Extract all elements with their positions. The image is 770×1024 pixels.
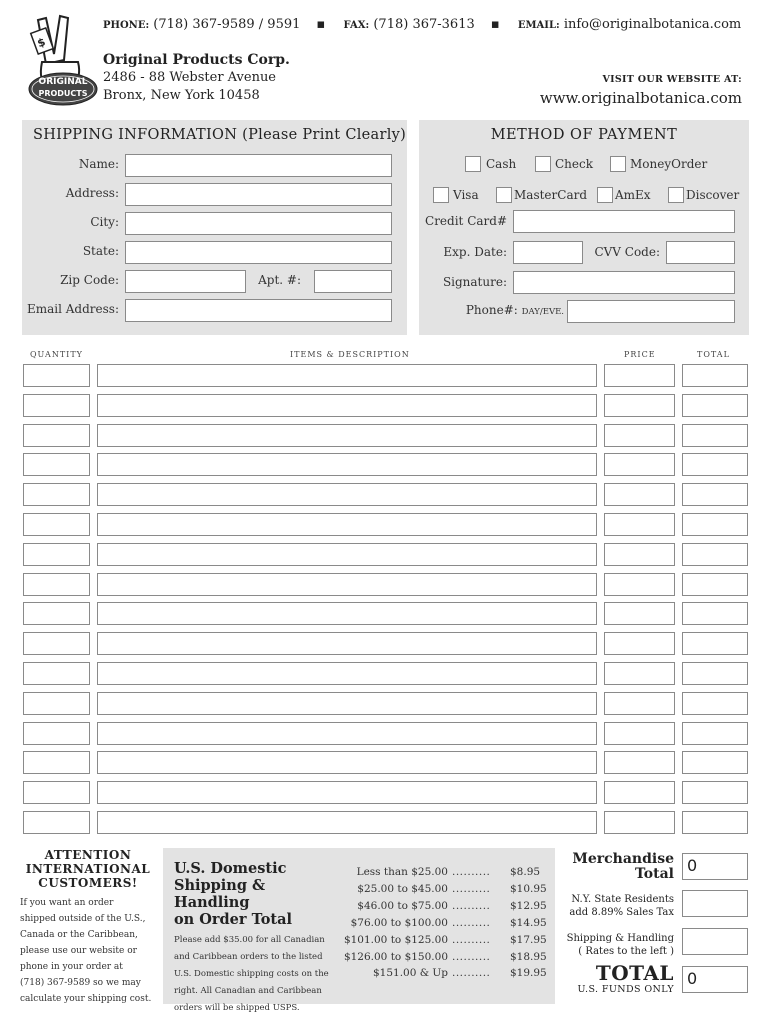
- phone-hint: DAY/EVE.: [521, 307, 564, 317]
- zip-label: Zip Code:: [60, 273, 119, 287]
- description-cell[interactable]: [97, 543, 597, 566]
- rate-dots: ..........: [452, 882, 491, 895]
- visit-label: VISIT OUR WEBSITE AT:: [602, 74, 742, 85]
- cash-label: Cash: [486, 157, 517, 171]
- total-cell[interactable]: [682, 364, 748, 387]
- domestic-title: Shipping & Handling: [174, 877, 266, 911]
- description-cell[interactable]: [97, 602, 597, 625]
- email-field[interactable]: [125, 299, 392, 322]
- exp-date-label: Exp. Date:: [443, 245, 507, 259]
- price-cell[interactable]: [604, 692, 675, 715]
- domestic-note: and Caribbean orders to the listed: [174, 952, 323, 962]
- money-order-checkbox[interactable]: [610, 156, 626, 172]
- phone-value: (718) 367-9589 / 9591: [153, 17, 301, 32]
- description-cell[interactable]: [97, 453, 597, 476]
- rate-row: [340, 883, 550, 899]
- price-cell[interactable]: [604, 662, 675, 685]
- price-cell[interactable]: [604, 394, 675, 417]
- price-cell[interactable]: [604, 543, 675, 566]
- domestic-note: right. All Canadian and Caribbean: [174, 986, 322, 996]
- description-cell[interactable]: [97, 781, 597, 804]
- quantity-cell[interactable]: [23, 751, 90, 774]
- rate-range: $46.00 to $75.00: [357, 899, 448, 912]
- rate-dots: ..........: [452, 933, 491, 946]
- rate-dots: ..........: [452, 967, 491, 980]
- quantity-cell[interactable]: [23, 513, 90, 536]
- company-name: Original Products Corp.: [103, 52, 290, 68]
- phone-label: PHONE:: [103, 20, 150, 31]
- price-cell[interactable]: [604, 424, 675, 447]
- zip-field[interactable]: [125, 270, 246, 293]
- quantity-cell[interactable]: [23, 453, 90, 476]
- rate-row: [340, 900, 550, 916]
- svg-text:$: $: [35, 35, 48, 51]
- col-price-header: PRICE: [624, 350, 656, 359]
- signature-field[interactable]: [513, 271, 735, 294]
- city-label: City:: [90, 215, 119, 229]
- description-cell[interactable]: [97, 424, 597, 447]
- description-cell[interactable]: [97, 811, 597, 834]
- intl-body: Canada or the Caribbean,: [20, 930, 138, 940]
- price-cell[interactable]: [604, 602, 675, 625]
- rate-price: $18.95: [510, 950, 547, 963]
- email-label: Email Address:: [26, 302, 119, 316]
- rate-row: [340, 866, 550, 882]
- rate-price: $10.95: [510, 882, 547, 895]
- price-cell[interactable]: [604, 483, 675, 506]
- quantity-cell[interactable]: [23, 573, 90, 596]
- quantity-cell[interactable]: [23, 394, 90, 417]
- domestic-note: U.S. Domestic shipping costs on the: [174, 969, 329, 979]
- total-cell[interactable]: [682, 662, 748, 685]
- intl-body: phone in your order at: [20, 962, 123, 972]
- price-cell[interactable]: [604, 513, 675, 536]
- quantity-cell[interactable]: [23, 364, 90, 387]
- amex-checkbox[interactable]: [597, 187, 613, 203]
- check-checkbox[interactable]: [535, 156, 551, 172]
- description-cell[interactable]: [97, 483, 597, 506]
- card-number-label: Credit Card#: [425, 214, 507, 228]
- quantity-cell[interactable]: [23, 722, 90, 745]
- price-cell[interactable]: [604, 364, 675, 387]
- description-cell[interactable]: [97, 722, 597, 745]
- company-address-1: 2486 - 88 Webster Avenue: [103, 70, 277, 85]
- card-number-field[interactable]: [513, 210, 735, 233]
- contact-bar: [103, 17, 753, 32]
- state-label: State:: [82, 244, 119, 258]
- separator-dot: ▪: [316, 17, 326, 32]
- price-cell[interactable]: [604, 781, 675, 804]
- visa-label: Visa: [453, 188, 479, 202]
- sales-tax-label: [569, 893, 674, 919]
- rate-price: $17.95: [510, 933, 547, 946]
- total-cell[interactable]: [682, 722, 748, 745]
- email-label: EMAIL:: [517, 20, 560, 31]
- price-cell[interactable]: [604, 722, 675, 745]
- separator-dot: ▪: [490, 17, 500, 32]
- total-cell[interactable]: [682, 483, 748, 506]
- shipping-handling-label: [567, 932, 674, 958]
- col-items-header: ITEMS & DESCRIPTION: [290, 350, 410, 359]
- quantity-cell[interactable]: [23, 781, 90, 804]
- rate-row: [340, 951, 550, 967]
- rate-dots: ..........: [452, 916, 491, 929]
- total-cell[interactable]: [682, 394, 748, 417]
- intl-body: (718) 367-9589 so we may: [20, 978, 141, 988]
- phone-label-text: Phone#:: [465, 303, 518, 317]
- visa-checkbox[interactable]: [433, 187, 449, 203]
- merch-total-label: [572, 852, 674, 882]
- intl-title: ATTENTION: [44, 848, 132, 862]
- total-cell[interactable]: [682, 602, 748, 625]
- rate-price: $8.95: [510, 866, 541, 878]
- tax-label-line: N.Y. State Residents: [571, 894, 674, 905]
- total-cell[interactable]: [682, 751, 748, 774]
- address-label: Address:: [65, 186, 119, 200]
- cvv-label: CVV Code:: [594, 245, 660, 259]
- name-field[interactable]: [125, 154, 392, 177]
- rate-row: [340, 917, 550, 933]
- total-cell[interactable]: [682, 424, 748, 447]
- website-link[interactable]: www.originalbotanica.com: [539, 89, 742, 107]
- sales-tax-field[interactable]: [682, 890, 748, 917]
- description-cell[interactable]: [97, 632, 597, 655]
- rate-price: $12.95: [510, 899, 547, 912]
- intl-notice: [20, 848, 156, 1007]
- rate-dots: ..........: [452, 950, 491, 963]
- shipping-title: SHIPPING INFORMATION (Please Print Clearly): [33, 127, 407, 143]
- cvv-field[interactable]: [666, 241, 735, 264]
- grand-total-label: TOTAL: [595, 961, 674, 985]
- description-cell[interactable]: [97, 692, 597, 715]
- intl-body: calculate your shipping cost.: [20, 994, 152, 1004]
- description-cell[interactable]: [97, 364, 597, 387]
- rate-range: $25.00 to $45.00: [357, 882, 448, 895]
- domestic-title: on Order Total: [174, 911, 292, 928]
- rate-range: Less than $25.00: [356, 866, 448, 878]
- exp-date-field[interactable]: [513, 241, 583, 264]
- payment-phone-label: [466, 303, 564, 317]
- price-cell[interactable]: [604, 632, 675, 655]
- total-cell[interactable]: [682, 453, 748, 476]
- discover-label: Discover: [686, 188, 740, 202]
- cash-checkbox[interactable]: [465, 156, 481, 172]
- total-cell[interactable]: [682, 692, 748, 715]
- amex-label: AmEx: [615, 188, 651, 202]
- rate-price: $19.95: [510, 967, 547, 980]
- shipping-label-line: Shipping & Handling: [566, 933, 674, 944]
- total-cell[interactable]: [682, 543, 748, 566]
- mastercard-label: MasterCard: [514, 188, 588, 202]
- quantity-cell[interactable]: [23, 811, 90, 834]
- quantity-cell[interactable]: [23, 543, 90, 566]
- funds-note: U.S. FUNDS ONLY: [577, 984, 674, 995]
- rate-range: $76.00 to $100.00: [350, 916, 448, 929]
- description-cell[interactable]: [97, 662, 597, 685]
- fax-value: (718) 367-3613: [373, 17, 475, 32]
- merch-total-field[interactable]: 0: [682, 853, 748, 880]
- quantity-cell[interactable]: [23, 424, 90, 447]
- description-cell[interactable]: [97, 394, 597, 417]
- rate-dots: ..........: [452, 899, 491, 912]
- domestic-note: orders will be shipped USPS.: [174, 1003, 300, 1013]
- rate-price: $14.95: [510, 916, 547, 929]
- intl-body: If you want an order: [20, 898, 114, 908]
- price-cell[interactable]: [604, 453, 675, 476]
- quantity-cell[interactable]: [23, 602, 90, 625]
- description-cell[interactable]: [97, 513, 597, 536]
- quantity-cell[interactable]: [23, 483, 90, 506]
- company-address-2: Bronx, New York 10458: [103, 88, 260, 103]
- price-cell[interactable]: [604, 811, 675, 834]
- payment-title: METHOD OF PAYMENT: [490, 127, 678, 143]
- logo-text: ORIGINAL: [38, 77, 88, 87]
- state-field[interactable]: [125, 241, 392, 264]
- total-cell[interactable]: [682, 573, 748, 596]
- price-cell[interactable]: [604, 751, 675, 774]
- email-value[interactable]: info@originalbotanica.com: [563, 17, 742, 32]
- name-label: Name:: [78, 157, 119, 171]
- shipping-handling-field[interactable]: [682, 928, 748, 955]
- shipping-label-line: ( Rates to the left ): [578, 946, 674, 957]
- payment-phone-field[interactable]: [567, 300, 735, 323]
- rate-dots: ..........: [452, 866, 491, 878]
- intl-body: please use our website or: [20, 946, 137, 956]
- city-field[interactable]: [125, 212, 392, 235]
- domestic-title: U.S. Domestic: [174, 860, 287, 877]
- price-cell[interactable]: [604, 573, 675, 596]
- merch-label-line: Merchandise: [572, 851, 674, 867]
- description-cell[interactable]: [97, 751, 597, 774]
- apt-field[interactable]: [314, 270, 392, 293]
- mastercard-checkbox[interactable]: [496, 187, 512, 203]
- rate-range: $101.00 to $125.00: [343, 933, 448, 946]
- discover-checkbox[interactable]: [668, 187, 684, 203]
- merch-label-line: Total: [634, 866, 674, 882]
- money-order-label: MoneyOrder: [630, 157, 708, 171]
- total-cell[interactable]: [682, 632, 748, 655]
- signature-label: Signature:: [442, 275, 507, 289]
- rate-range: $126.00 to $150.00: [343, 950, 448, 963]
- rate-row: [340, 967, 550, 983]
- quantity-cell[interactable]: [23, 632, 90, 655]
- intl-title: CUSTOMERS!: [38, 876, 138, 890]
- apt-label: Apt. #:: [258, 273, 301, 287]
- domestic-note: Please add $35.00 for all Canadian: [174, 935, 325, 945]
- logo: [28, 12, 98, 108]
- intl-body: shipped outside of the U.S.,: [20, 914, 146, 924]
- grand-total-field[interactable]: 0: [682, 966, 748, 993]
- quantity-cell[interactable]: [23, 692, 90, 715]
- col-total-header: TOTAL: [697, 350, 730, 359]
- intl-title: INTERNATIONAL: [25, 862, 151, 876]
- logo-text: PRODUCTS: [38, 89, 88, 98]
- description-cell[interactable]: [97, 573, 597, 596]
- address-field[interactable]: [125, 183, 392, 206]
- col-quantity-header: QUANTITY: [30, 350, 83, 359]
- rate-range: $151.00 & Up: [372, 967, 448, 980]
- tax-label-line: add 8.89% Sales Tax: [569, 907, 674, 918]
- check-label: Check: [555, 157, 594, 171]
- total-cell[interactable]: [682, 781, 748, 804]
- quantity-cell[interactable]: [23, 662, 90, 685]
- rate-row: [340, 934, 550, 950]
- fax-label: FAX:: [343, 20, 370, 31]
- total-cell[interactable]: [682, 513, 748, 536]
- total-cell[interactable]: [682, 811, 748, 834]
